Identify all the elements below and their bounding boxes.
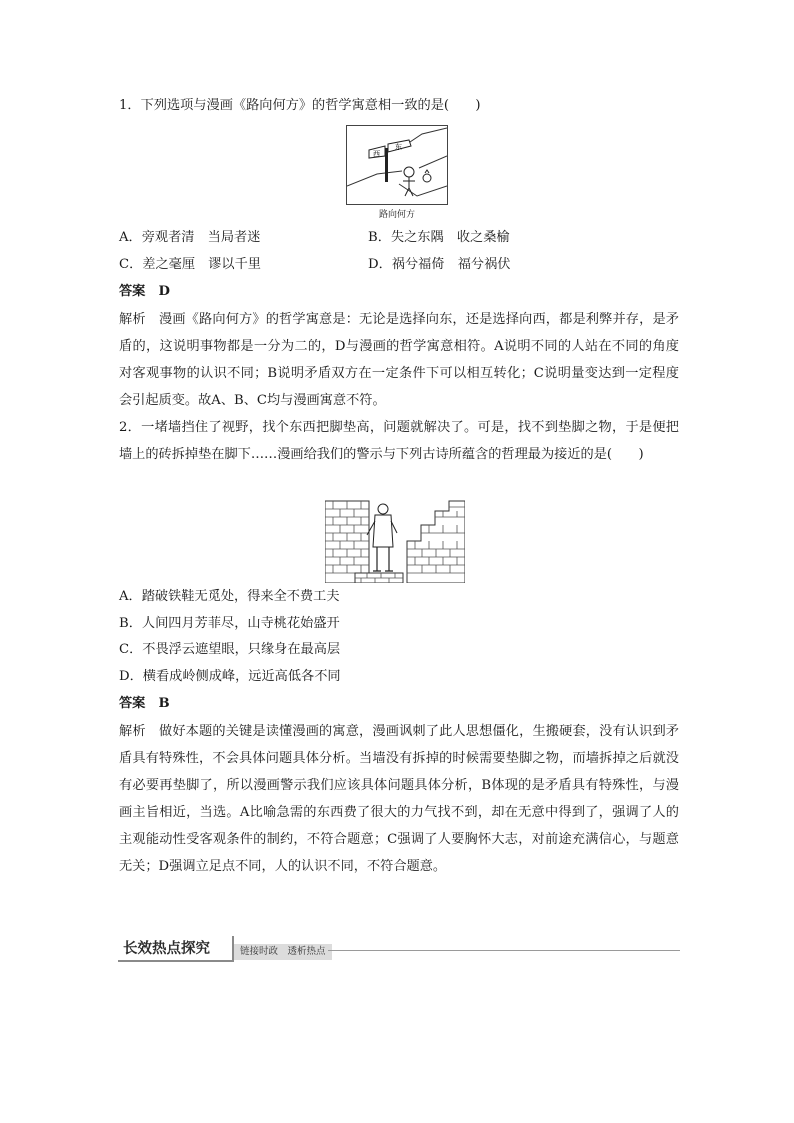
q2-option-a: A．踏破铁鞋无觅处，得来全不费工夫 (119, 589, 340, 604)
q2-answer: 答案 B (119, 696, 170, 711)
q2-analysis: 解析 做好本题的关键是读懂漫画的寓意，漫画讽刺了此人思想僵化，生搬硬套，没有认识到矛盾具有特殊性，不会具体问题具体分析。当墙没有拆掉的时候需要垫脚之物，而墙拆掉之后就没有必要再垫脚了，所以漫画警示我们应该具体问题具体分析，B体现的是矛盾具有特殊性，与漫画主旨相近，当选。A比喻急需的东西费了很大的力气找不到，却在无意中得到了，强调了人的主观能动性受客观条件的制约，不符合题意；C强调了人要胸怀大志，对前途充满信心，与题意无关；D强调立足点不同，人的认识不同，不符合题意。 (119, 724, 679, 874)
q1-option-c: C．差之毫厘 谬以千里 (119, 257, 261, 272)
q2-option-d: D．横看成岭侧成峰，远近高低各不同 (119, 669, 341, 684)
section-banner (118, 936, 680, 964)
sign-east-label: 东 (395, 143, 402, 151)
q1-analysis: 解析 漫画《路向何方》的哲学寓意是：无论是选择向东，还是选择向西，都是利弊并存，是矛盾的，这说明事物都是一分为二的，D与漫画的哲学寓意相符。A说明不同的人站在不同的角度对客观事物的认识不同；B说明矛盾双方在一定条件下可以相互转化；C说明量变达到一定程度会引起质变。故A、B、C均与漫画寓意不符。 (119, 312, 679, 408)
q1-option-d: D．祸兮福倚 福兮祸伏 (368, 257, 511, 272)
q1-cartoon (346, 125, 448, 205)
q1-stem: 1．下列选项与漫画《路向何方》的哲学寓意相一致的是( ) (119, 98, 481, 113)
section-divider (328, 950, 680, 951)
q2-stem: 2．一堵墙挡住了视野，找个东西把脚垫高，问题就解决了。可是，找不到垫脚之物，于是便把墙上的砖拆掉垫在脚下……漫画给我们的警示与下列古诗所蕴含的哲理最为接近的是( ) (119, 420, 679, 462)
q1-option-a: A．旁观者清 当局者迷 (119, 230, 261, 245)
q2-cartoon (325, 495, 465, 583)
section-title: 长效热点探究 (118, 936, 234, 962)
q2-option-b: B．人间四月芳菲尽，山寺桃花始盛开 (119, 616, 340, 631)
brick-wall-cartoon-illustration (325, 495, 465, 583)
q1-option-b: B．失之东隅 收之桑榆 (368, 230, 510, 245)
q1-figure-caption: 路向何方 (378, 210, 415, 220)
q1-answer: 答案 D (119, 284, 170, 299)
q2-option-c: C．不畏浮云遮望眼，只缘身在最高层 (119, 642, 341, 657)
signpost-cartoon-illustration (347, 126, 447, 204)
section-subtitle: 链接时政 透析热点 (234, 944, 332, 960)
sign-west-label: 西 (373, 150, 380, 158)
